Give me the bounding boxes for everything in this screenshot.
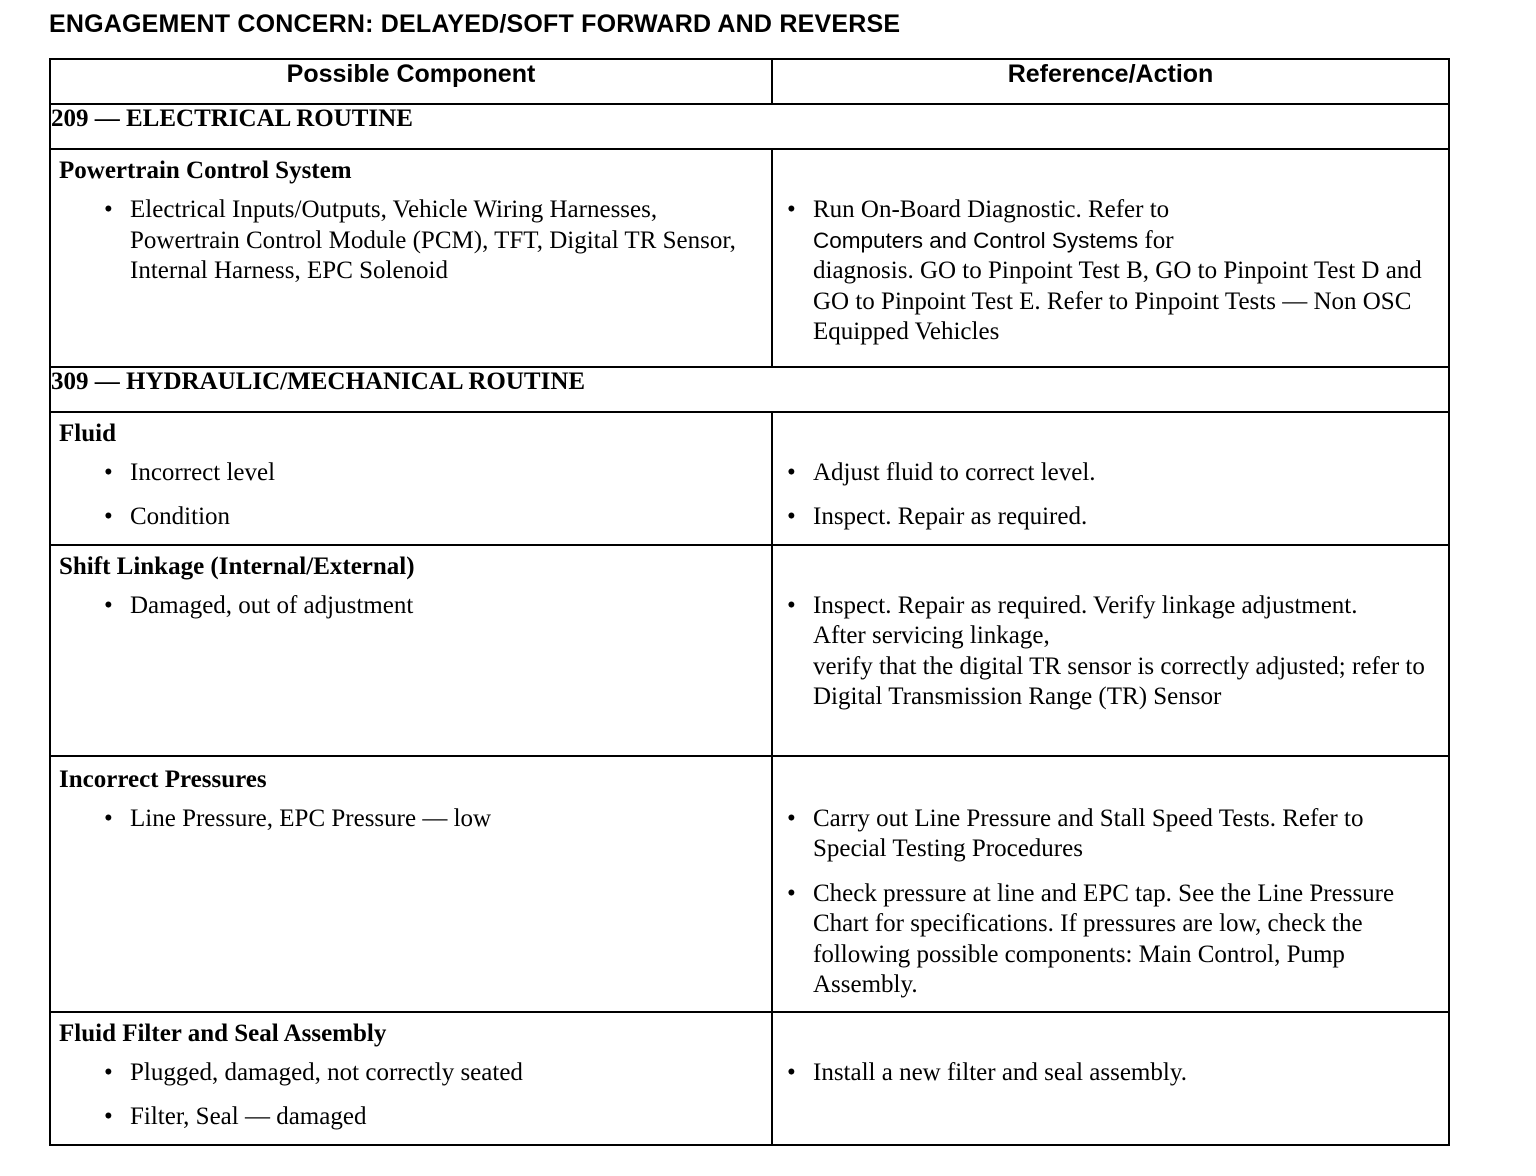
component-cell [50,1012,772,1145]
table-row [50,412,1449,545]
section-row-electrical [50,104,1449,149]
action-text: Run On-Board Diagnostic. Refer to [813,196,1170,223]
action-cell [772,545,1449,756]
column-header-action: Reference/Action [772,59,1449,104]
page-title: ENGAGEMENT CONCERN: DELAYED/SOFT FORWARD AND REVERSE [49,10,901,38]
component-cell [50,545,772,756]
list-item: • Line Pressure, EPC Pressure — low [59,804,763,835]
diagnosis-table [49,58,1450,1146]
group-title-powertrain: Powertrain Control System [59,157,352,184]
action-text: Inspect. Repair as required. Verify linkage adjustment. [813,591,1358,619]
table-header-row [50,59,1449,104]
list-item: • Inspect. Repair as required. [781,502,1440,533]
list-item: • Install a new filter and seal assembly. [781,1058,1440,1089]
list-item: • Filter, Seal — damaged [59,1102,763,1133]
action-cell [772,1012,1449,1145]
list-item: • Check pressure at line and EPC tap. See the Line Pressure Chart for specifications. If pressures are low, check the following possible components: Main Control, Pump Assembly. [781,879,1440,1001]
action-cell [772,412,1449,545]
reference-link: Computers and Control Systems [813,227,1139,253]
action-text: verify that the digital TR sensor is correctly adjusted; refer to Digital Transmission Range (TR) Sensor [813,652,1425,710]
list-item [781,591,1440,713]
section-title-hydraulic: 309 — HYDRAULIC/MECHANICAL ROUTINE [50,367,1449,412]
section-title-electrical: 209 — ELECTRICAL ROUTINE [50,104,1449,149]
table-row [50,149,1449,367]
group-title-linkage: Shift Linkage (Internal/External) [59,552,415,580]
table-row [50,1012,1449,1145]
table-row [50,756,1449,1012]
section-row-hydraulic [50,367,1449,412]
group-title-fluid: Fluid [59,419,116,447]
action-cell [772,149,1449,367]
list-item: • Carry out Line Pressure and Stall Speed Tests. Refer to Special Testing Procedures [781,804,1440,865]
list-item: • Condition [59,502,763,533]
action-cell [772,756,1449,1012]
action-text: diagnosis. GO to Pinpoint Test B, GO to Pinpoint Test D and GO to Pinpoint Test E. Refer to Pinpoint Tests — Non OSC Equipped Vehicles [813,257,1422,345]
list-item: • Electrical Inputs/Outputs, Vehicle Wiring Harnesses, Powertrain Control Module (PCM), TFT, Digital TR Sensor, Internal Harness, EPC Solenoid [59,195,763,287]
action-text: After servicing linkage, [813,622,1050,649]
list-item: • Adjust fluid to correct level. [781,458,1440,489]
group-title-filter: Fluid Filter and Seal Assembly [59,1019,387,1047]
list-item: • Incorrect level [59,458,763,489]
action-text: for [1144,226,1174,254]
table-row [50,545,1449,756]
column-header-component: Possible Component [50,59,772,104]
component-cell [50,756,772,1012]
group-title-pressures: Incorrect Pressures [59,765,267,793]
component-cell [50,149,772,367]
list-item: • Damaged, out of adjustment [59,591,763,622]
list-item: • Plugged, damaged, not correctly seated [59,1058,763,1089]
component-cell [50,412,772,545]
list-item [781,195,1440,348]
